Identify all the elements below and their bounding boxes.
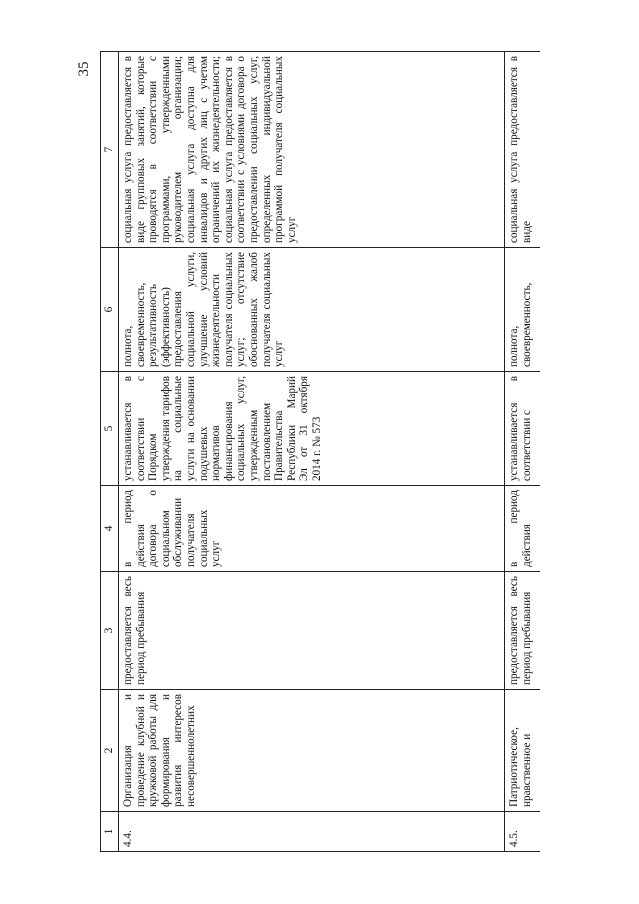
service-name-cell: Патриотическое, нравственное и xyxy=(505,690,541,812)
table-row xyxy=(505,52,541,852)
rotated-table-container xyxy=(100,52,540,852)
service-term-cell: в период действия xyxy=(505,486,541,572)
service-tariff-cell: устанавливается в соответствии с Порядком утверждения тарифов на социальные услуги на основании подушевых нормативов финансирования социальных услуг, утвержденным постановлением Правительства Республики Марий Эл от 31 октября 2014 г. № 573 xyxy=(119,372,505,486)
row-number: 4.5. xyxy=(505,812,541,852)
service-quality-cell: полнота, своевременность, xyxy=(505,248,541,372)
column-number: 7 xyxy=(101,52,119,248)
service-tariff-cell: устанавливается в соответствии с xyxy=(505,372,541,486)
page-number: 35 xyxy=(76,61,92,77)
services-table xyxy=(100,51,540,852)
column-number: 2 xyxy=(101,690,119,812)
column-number: 4 xyxy=(101,486,119,572)
row-number: 4.4. xyxy=(119,812,505,852)
service-volume-cell: предоставляется весь период пребывания xyxy=(505,572,541,690)
service-term-cell: в период действия договора о социальном обслуживании получателя социальных услуг xyxy=(119,486,505,572)
column-number: 3 xyxy=(101,572,119,690)
column-number: 1 xyxy=(101,812,119,852)
column-number-row xyxy=(101,52,119,852)
table-row xyxy=(119,52,505,852)
column-number: 6 xyxy=(101,248,119,372)
service-quality-cell: полнота, своевременность, результативность (эффективность) предоставления социальной услуги, улучшение условий жизнедеятельности получателя социальных услуг; отсутствие обоснованных жалоб получателя социальных услуг xyxy=(119,248,505,372)
service-name-cell: Организация и проведение клубной и кружковой работы для формирования и развития интересов несовершеннолетних xyxy=(119,690,505,812)
column-number: 5 xyxy=(101,372,119,486)
service-conditions-cell: социальная услуга предоставляется в виде групповых занятий, которые проводятся в соответствии с программами, утвержденными руководителем организации; социальная услуга доступна для инвалидов и других лиц с учетом ограничений их жизнедеятельности; социальная услуга предоставляется в соответствии с условиями договора о предоставлении социальных услуг, определенных индивидуальной программой получателя социальных услуг xyxy=(119,52,505,248)
service-volume-cell: предоставляется весь период пребывания xyxy=(119,572,505,690)
service-conditions-cell: социальная услуга предоставляется в виде xyxy=(505,52,541,248)
